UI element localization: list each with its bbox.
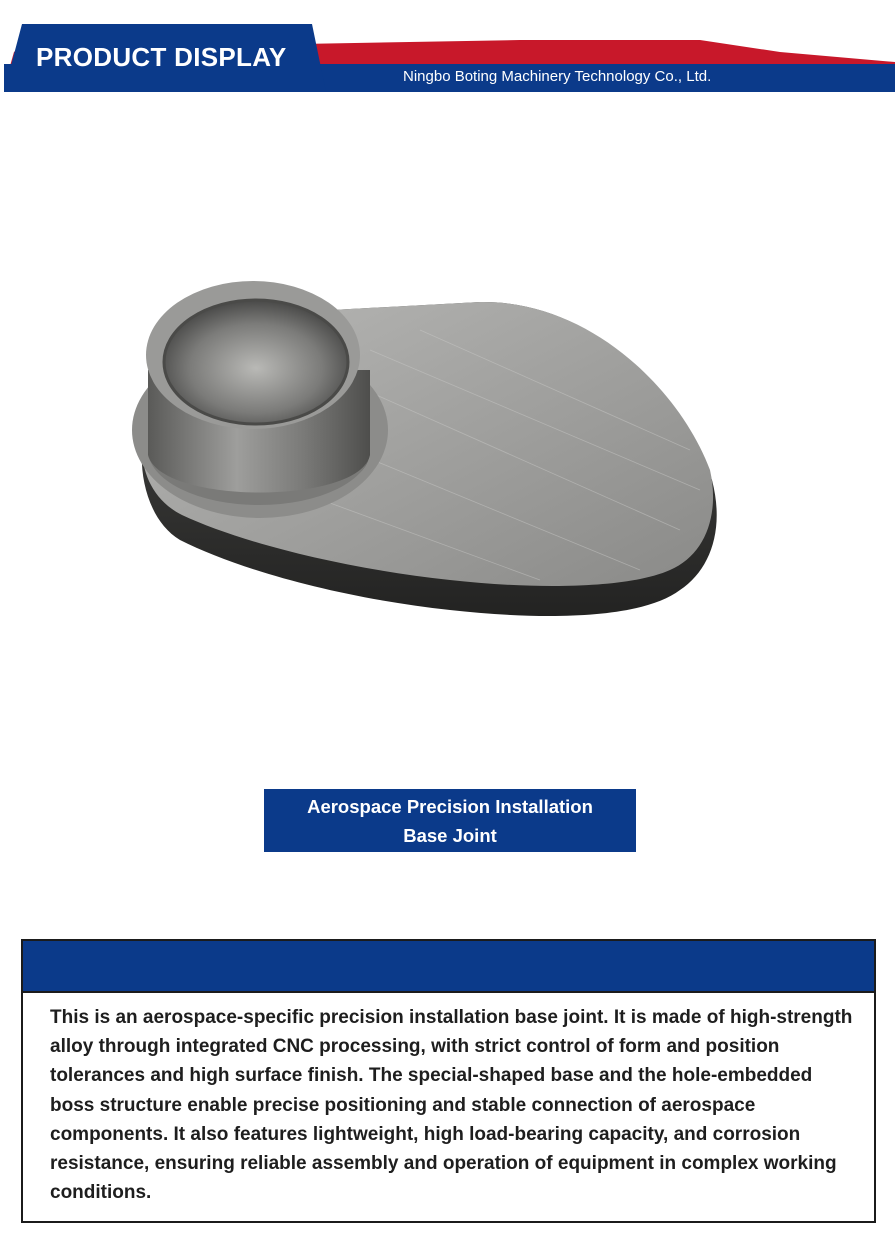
page-title: PRODUCT DISPLAY: [36, 42, 287, 72]
caption-line-1: Aerospace Precision Installation: [307, 796, 593, 817]
description-header-bar: [23, 941, 874, 993]
description-text: This is an aerospace-specific precision installation base joint. It is made of high-strength alloy through integrated CNC processing, with strict control of form and position tolerances and high surface finish. The special-shaped base and the hole-embedded boss structure enable precise positioning and stable connection of aerospace components. It also features lightweight, high load-bearing capacity, and corrosion resistance, ensuring reliable assembly and operation of equipment in complex working conditions.: [50, 1007, 853, 1204]
header-banner: [0, 0, 895, 100]
product-photo: [120, 270, 740, 640]
product-caption: [264, 789, 636, 852]
company-name: Ningbo Boting Machinery Technology Co., Ltd.: [403, 68, 712, 85]
caption-line-2: Base Joint: [403, 825, 497, 846]
description-panel: [21, 939, 876, 1223]
